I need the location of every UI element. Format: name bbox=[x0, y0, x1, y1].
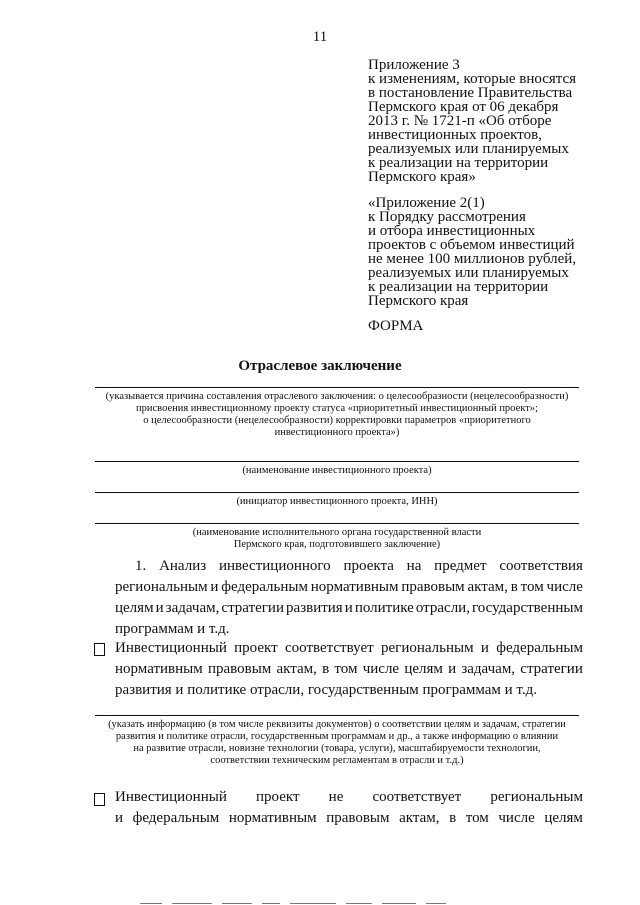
word: задачам, bbox=[165, 600, 220, 616]
annex-inner-line: реализуемых или планируемых bbox=[368, 265, 569, 281]
word: целям bbox=[404, 661, 443, 677]
not-complies-option-line bbox=[115, 787, 583, 808]
word: стратегии bbox=[221, 600, 284, 616]
initiator-caption: (инициатор инвестиционного проекта, ИНН) bbox=[236, 496, 438, 507]
word: Инвестиционный bbox=[115, 640, 227, 656]
not-complies-checkbox[interactable] bbox=[94, 793, 105, 806]
word: и bbox=[115, 810, 124, 826]
word: в bbox=[322, 661, 330, 677]
word: актам, bbox=[467, 579, 508, 595]
word: федеральным bbox=[221, 579, 308, 595]
word: региональным bbox=[381, 640, 474, 656]
reason-caption-line: инвестиционного проекта») bbox=[274, 427, 400, 438]
reason-fill-line[interactable] bbox=[95, 387, 579, 388]
annex-inner-line: к Порядку рассмотрения bbox=[368, 209, 526, 225]
annex-header-line: в постановление Правительства bbox=[368, 85, 573, 101]
document-title: Отраслевое заключение bbox=[238, 358, 402, 374]
not-complies-option bbox=[115, 787, 583, 829]
word: актам, bbox=[276, 661, 317, 677]
word: федеральным bbox=[496, 640, 583, 656]
annex-inner-line: проектов с объемом инвестиций bbox=[368, 237, 575, 253]
word: соответствия bbox=[499, 558, 583, 574]
word: федеральным bbox=[132, 810, 220, 826]
annex-header-line: к изменениям, которые вносятся bbox=[368, 71, 577, 87]
annex-header-line: Пермского края» bbox=[368, 169, 476, 185]
annex-inner-line: и отбора инвестиционных bbox=[368, 223, 536, 239]
authority-caption-line: (наименование исполнительного органа государственной власти bbox=[192, 527, 482, 538]
word: региональным bbox=[115, 579, 208, 595]
word: в bbox=[449, 810, 457, 826]
complies-option-last-line: развития и политике отрасли, государственным программам и т.д. bbox=[115, 682, 537, 698]
annex-inner-line: не менее 100 миллионов рублей, bbox=[368, 251, 577, 267]
word: нормативным bbox=[228, 810, 317, 826]
annex-header-line: Приложение 3 bbox=[368, 57, 460, 73]
annex-inner-line: Пермского края bbox=[368, 293, 469, 309]
annex-header-line: инвестиционных проектов, bbox=[368, 127, 542, 143]
reason-caption-line: присвоения инвестиционному проекту статуса «приоритетный инвестиционный проект»; bbox=[136, 403, 538, 414]
word: проект bbox=[234, 640, 278, 656]
project-name-caption: (наименование инвестиционного проекта) bbox=[242, 465, 432, 476]
word: том bbox=[465, 810, 489, 826]
word: инвестиционного bbox=[218, 558, 331, 574]
word: том bbox=[520, 579, 544, 595]
word: Анализ bbox=[159, 558, 207, 574]
word: целям bbox=[115, 600, 154, 616]
annex-header bbox=[368, 58, 618, 184]
info-caption bbox=[95, 719, 579, 767]
reason-caption-line: (указывается причина составления отраслевого заключения: о целесообразности (нецелесообразности) bbox=[105, 391, 569, 402]
annex-inner-line: «Приложение 2(1) bbox=[368, 195, 485, 211]
word: 1. bbox=[135, 558, 147, 574]
word: соответствует bbox=[284, 640, 374, 656]
initiator-fill-line[interactable] bbox=[95, 492, 579, 493]
annex-inner bbox=[368, 196, 618, 308]
word: и bbox=[480, 640, 489, 656]
word: числе bbox=[362, 661, 400, 677]
section-1-line bbox=[115, 598, 583, 619]
info-caption-line: развития и политике отрасли, государственным программам и др., а также информацию о влиянии bbox=[115, 731, 559, 742]
word: и bbox=[155, 600, 164, 616]
word: в bbox=[510, 579, 518, 595]
complies-option-line bbox=[115, 638, 583, 659]
word: числе bbox=[546, 579, 583, 595]
authority-caption-line: Пермского края, подготовившего заключение) bbox=[233, 539, 441, 550]
complies-option bbox=[115, 638, 583, 701]
project-name-fill-line[interactable] bbox=[95, 461, 579, 462]
word: правовым bbox=[326, 810, 390, 826]
info-caption-line: на развитие отрасли, новизне технологии (товара, услуги), масштабируемости технологии, bbox=[133, 743, 541, 754]
form-label: ФОРМА bbox=[368, 318, 424, 334]
word: и bbox=[210, 579, 219, 595]
info-caption-line: соответствии техническим регламентам в отрасли и т.д.) bbox=[210, 755, 464, 766]
not-complies-option-line bbox=[115, 808, 583, 829]
word: предмет bbox=[434, 558, 487, 574]
word: задачам, bbox=[461, 661, 516, 677]
info-caption-line: (указать информацию (в том числе реквизиты документов) о соответствии целям и задачам, стратегии bbox=[108, 719, 566, 730]
word: стратегии bbox=[520, 661, 583, 677]
word: политике bbox=[354, 600, 414, 616]
word: и bbox=[448, 661, 457, 677]
word: Инвестиционный bbox=[115, 789, 227, 805]
word: проект bbox=[256, 789, 300, 805]
word: актам, bbox=[399, 810, 440, 826]
annex-header-line: 2013 г. № 1721-п «Об отборе bbox=[368, 113, 552, 129]
complies-option-line bbox=[115, 659, 583, 680]
word: числе bbox=[498, 810, 535, 826]
section-1-last-line: программам и т.д. bbox=[115, 621, 230, 637]
word: соответствует bbox=[372, 789, 462, 805]
authority-caption bbox=[95, 527, 579, 551]
word: нормативным bbox=[310, 579, 399, 595]
word: отрасли, bbox=[415, 600, 470, 616]
annex-header-line: к реализации на территории bbox=[368, 155, 549, 171]
word: государственным bbox=[472, 600, 583, 616]
word: региональным bbox=[490, 789, 583, 805]
section-1-line bbox=[115, 577, 583, 598]
word: том bbox=[334, 661, 358, 677]
section-1-paragraph bbox=[115, 556, 583, 640]
annex-inner-line: к реализации на территории bbox=[368, 279, 549, 295]
footer-scan-marks bbox=[140, 894, 480, 905]
word: не bbox=[328, 789, 344, 805]
word: на bbox=[406, 558, 422, 574]
section-1-heading-line bbox=[115, 556, 583, 577]
word: и bbox=[344, 600, 353, 616]
authority-fill-line[interactable] bbox=[95, 523, 579, 524]
complies-checkbox[interactable] bbox=[94, 643, 105, 656]
word: правовым bbox=[207, 661, 272, 677]
page-number: 11 bbox=[312, 29, 328, 45]
reason-caption bbox=[95, 391, 579, 439]
word: нормативным bbox=[115, 661, 203, 677]
word: проекта bbox=[343, 558, 394, 574]
word: целям bbox=[544, 810, 583, 826]
info-fill-line[interactable] bbox=[95, 715, 579, 716]
annex-header-line: Пермского края от 06 декабря bbox=[368, 99, 559, 115]
annex-header-line: реализуемых или планируемых bbox=[368, 141, 569, 157]
word: развития bbox=[286, 600, 343, 616]
word: правовым bbox=[401, 579, 465, 595]
reason-caption-line: о целесообразности (нецелесообразности) корректировки параметров «приоритетного bbox=[143, 415, 531, 426]
